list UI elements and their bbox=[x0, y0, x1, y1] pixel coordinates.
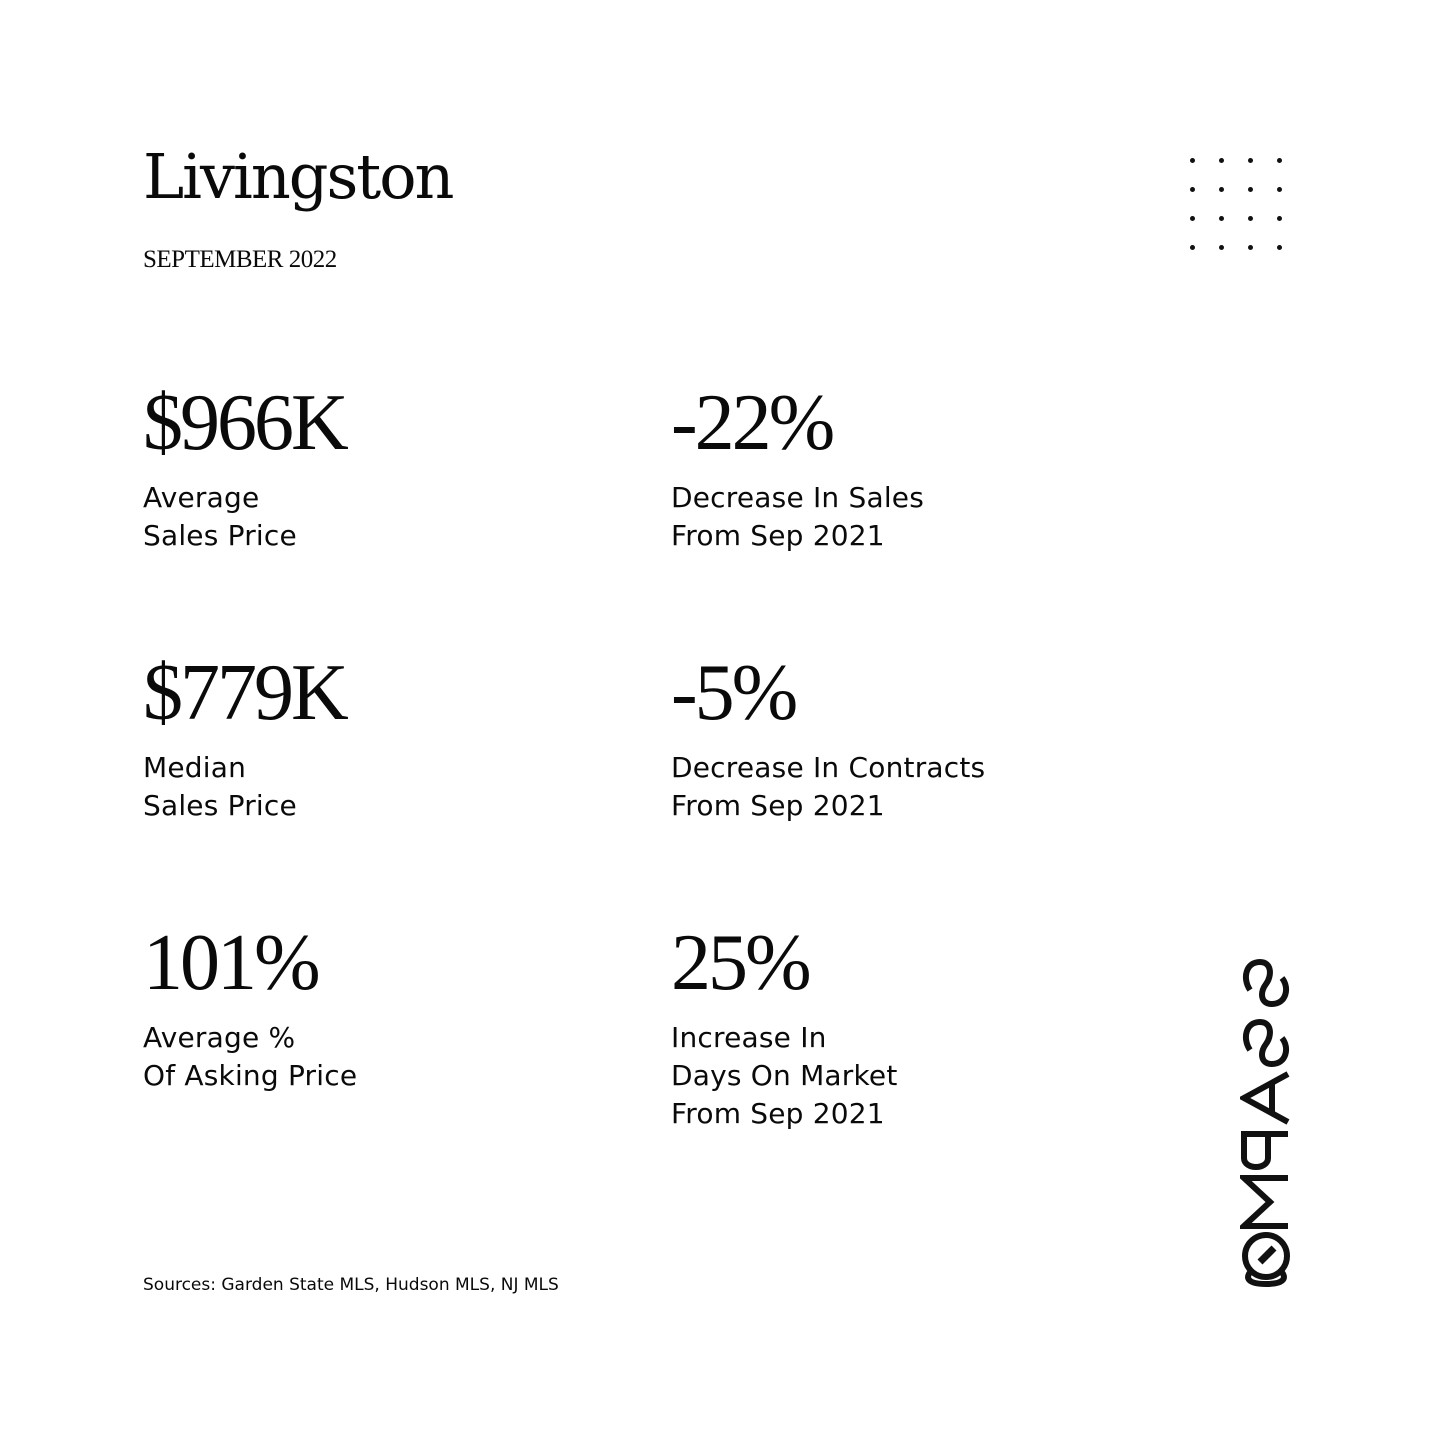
page-title: Livingston bbox=[143, 140, 453, 213]
dot bbox=[1190, 187, 1195, 192]
stat-label-line: Of Asking Price bbox=[143, 1059, 358, 1092]
stat-label bbox=[671, 749, 985, 825]
stat-median-sales-price bbox=[143, 649, 346, 825]
dot bbox=[1219, 216, 1224, 221]
stat-percent-of-asking bbox=[143, 919, 358, 1095]
stat-label-line: Average % bbox=[143, 1021, 296, 1054]
dot bbox=[1248, 158, 1253, 163]
dot bbox=[1277, 216, 1282, 221]
dot bbox=[1190, 216, 1195, 221]
dot bbox=[1190, 245, 1195, 250]
stat-label-line: Average bbox=[143, 481, 260, 514]
stat-value: $966K bbox=[143, 379, 346, 467]
dot bbox=[1277, 158, 1282, 163]
dot bbox=[1277, 245, 1282, 250]
stat-label-line: From Sep 2021 bbox=[671, 1097, 885, 1130]
stat-value: 25% bbox=[671, 919, 809, 1007]
dot-grid-decoration bbox=[1178, 146, 1294, 262]
dot bbox=[1219, 158, 1224, 163]
dot bbox=[1248, 216, 1253, 221]
report-date: SEPTEMBER 2022 bbox=[143, 246, 337, 273]
compass-logo bbox=[1240, 958, 1292, 1292]
stat-sales-change bbox=[671, 379, 925, 555]
stat-label bbox=[143, 479, 346, 555]
dot bbox=[1219, 187, 1224, 192]
stat-value: 101% bbox=[143, 919, 318, 1007]
stat-value: -5% bbox=[671, 649, 796, 737]
stat-days-on-market-change bbox=[671, 919, 898, 1133]
stat-label-line: Median bbox=[143, 751, 247, 784]
sources-footnote: Sources: Garden State MLS, Hudson MLS, NJ MLS bbox=[143, 1275, 559, 1295]
dot bbox=[1248, 245, 1253, 250]
dot bbox=[1219, 245, 1224, 250]
stat-contracts-change bbox=[671, 649, 986, 825]
stat-average-sales-price bbox=[143, 379, 346, 555]
stat-value: $779K bbox=[143, 649, 346, 737]
stat-label-line: Decrease In Contracts bbox=[671, 751, 986, 784]
stat-label-line: Increase In bbox=[671, 1021, 827, 1054]
stat-label-line: Sales Price bbox=[143, 519, 297, 552]
dot bbox=[1190, 158, 1195, 163]
dot bbox=[1277, 187, 1282, 192]
stat-label-line: From Sep 2021 bbox=[671, 519, 885, 552]
stat-label-line: Days On Market bbox=[671, 1059, 898, 1092]
dot bbox=[1248, 187, 1253, 192]
stat-label bbox=[143, 1019, 357, 1095]
stat-label bbox=[671, 1019, 898, 1133]
stat-label bbox=[143, 749, 346, 825]
stat-label-line: From Sep 2021 bbox=[671, 789, 885, 822]
stat-label-line: Decrease In Sales bbox=[671, 481, 925, 514]
stat-label bbox=[671, 479, 924, 555]
stat-value: -22% bbox=[671, 379, 833, 467]
stat-label-line: Sales Price bbox=[143, 789, 297, 822]
